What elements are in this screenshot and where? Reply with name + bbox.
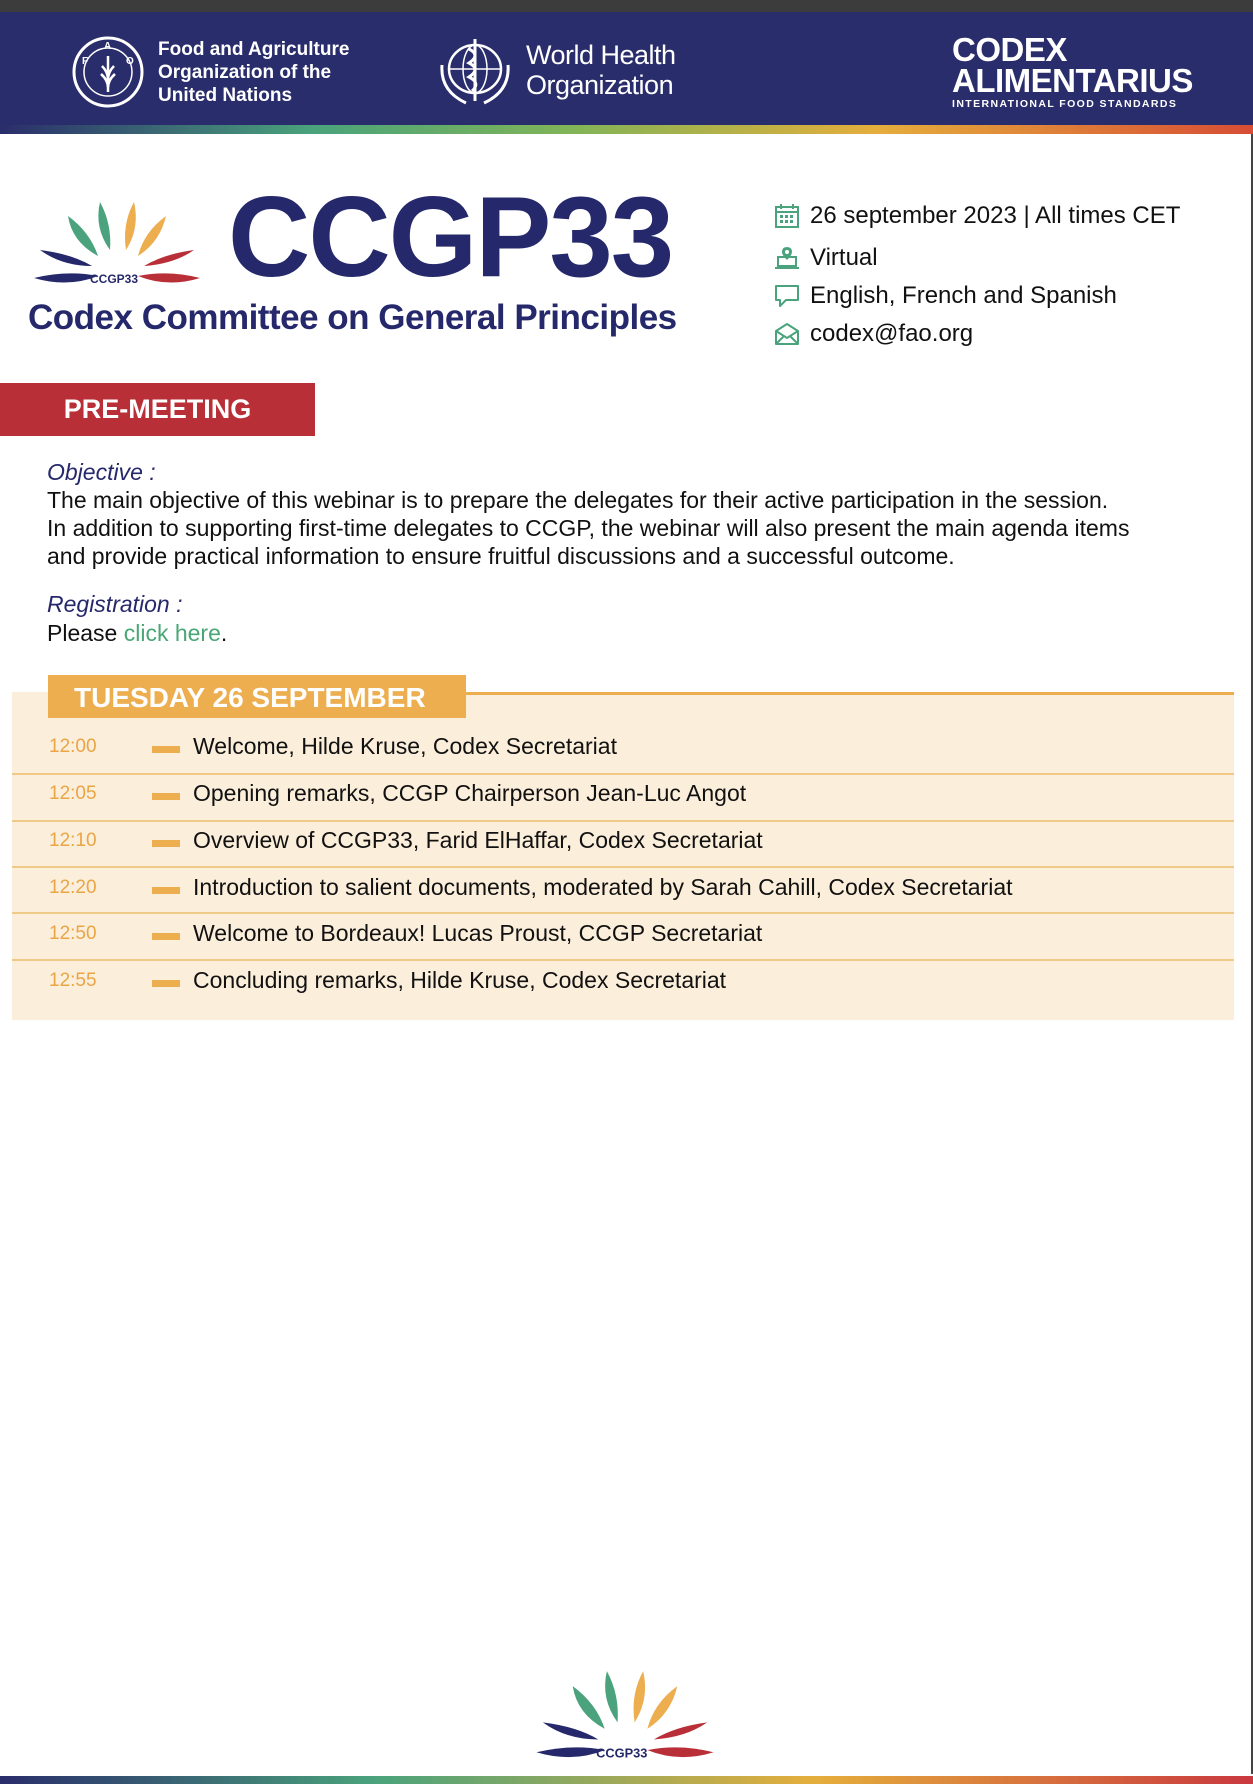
codex-logo-title: [952, 31, 1193, 99]
schedule-time: 12:20: [49, 877, 97, 898]
codex-line-2: ALIMENTARIUS: [952, 62, 1193, 99]
schedule-event: Welcome, Hilde Kruse, Codex Secretariat: [193, 733, 617, 759]
schedule-event: Welcome to Bordeaux! Lucas Proust, CCGP Secretariat: [193, 920, 763, 946]
footer-logo-text: CCGP33: [596, 1745, 648, 1761]
info-email[interactable]: [774, 320, 973, 348]
objective-line-3: and provide practical information to ensure fruitful discussions and a successful outcome.: [47, 543, 955, 569]
footer-fan-logo-icon: [530, 1666, 720, 1766]
bullet-dash-icon: [152, 746, 180, 753]
day-header: TUESDAY 26 SEPTEMBER: [48, 675, 466, 718]
info-languages-text: English, French and Spanish: [810, 282, 1117, 309]
registration-prefix: Please: [47, 620, 124, 646]
bullet-dash-icon: [152, 840, 180, 847]
objective-line-1: The main objective of this webinar is to prepare the delegates for their active participation in the session.: [47, 487, 1109, 513]
speech-bubble-icon: [774, 283, 800, 309]
schedule-time: 12:00: [49, 736, 97, 757]
schedule-event: Introduction to salient documents, moderated by Sarah Cahill, Codex Secretariat: [193, 874, 1013, 900]
schedule-time: 12:10: [49, 830, 97, 851]
registration-label: Registration :: [47, 591, 183, 617]
objective-text: [47, 486, 1207, 570]
bullet-dash-icon: [152, 793, 180, 800]
envelope-icon: [774, 321, 800, 347]
calendar-icon: [774, 203, 800, 229]
info-email-text[interactable]: codex@fao.org: [810, 320, 974, 347]
schedule-row: [12, 867, 1234, 913]
schedule-time: 12:55: [49, 970, 97, 991]
info-location-text: Virtual: [810, 244, 878, 271]
who-line-1: World Health: [526, 40, 676, 70]
registration-suffix: .: [220, 620, 228, 646]
schedule-event: Overview of CCGP33, Farid ElHaffar, Codex Secretariat: [193, 827, 763, 853]
registration-link[interactable]: click here: [123, 620, 221, 646]
codex-logo-subtitle: INTERNATIONAL FOOD STANDARDS: [952, 98, 1178, 110]
schedule-time: 12:05: [49, 783, 97, 804]
fao-line-2: Organization of the: [158, 62, 332, 83]
fao-emblem-letter-a: A: [104, 41, 112, 52]
schedule-row: [12, 773, 1234, 819]
bullet-dash-icon: [152, 933, 180, 940]
top-strip: [0, 0, 1253, 12]
schedule-time: 12:50: [49, 923, 97, 944]
laptop-location-icon: [774, 245, 800, 271]
who-name: [526, 40, 676, 100]
schedule-row: [12, 913, 1234, 959]
section-label-premeeting: PRE-MEETING: [0, 383, 315, 436]
header-rainbow-bar: [0, 125, 1253, 134]
schedule-row: [12, 726, 1234, 772]
footer-rainbow-bar: [0, 1776, 1253, 1784]
ccgp33-fan-logo-icon: [28, 198, 206, 290]
objective-label: Objective :: [47, 459, 156, 485]
bullet-dash-icon: [152, 980, 180, 987]
fan-logo-text: CCGP33: [90, 272, 139, 286]
schedule-event: Opening remarks, CCGP Chairperson Jean-Luc Angot: [193, 780, 747, 806]
fao-emblem-icon: [72, 36, 144, 108]
day-header-line: [466, 692, 1234, 695]
info-languages: [774, 282, 1117, 310]
info-location: [774, 244, 878, 272]
objective-line-2: In addition to supporting first-time delegates to CCGP, the webinar will also present the main agenda items: [47, 515, 1130, 541]
codex-line-1: CODEX: [952, 31, 1067, 68]
fao-line-1: Food and Agriculture: [158, 39, 350, 60]
fao-emblem-letter-o: O: [126, 56, 134, 67]
info-date: [774, 202, 1180, 230]
fao-emblem-letter-f: F: [82, 56, 89, 67]
schedule-row: [12, 820, 1234, 866]
who-line-2: Organization: [526, 70, 674, 100]
fao-line-3: United Nations: [158, 85, 293, 106]
registration-text: [47, 619, 1207, 647]
info-date-text: 26 september 2023 | All times CET: [810, 202, 1181, 229]
schedule-row: [12, 960, 1234, 1006]
bullet-dash-icon: [152, 887, 180, 894]
fao-name: [158, 38, 349, 107]
event-title: CCGP33: [228, 174, 673, 301]
event-subtitle: Codex Committee on General Principles: [28, 298, 677, 337]
schedule-event: Concluding remarks, Hilde Kruse, Codex Secretariat: [193, 967, 727, 993]
who-emblem-icon: [436, 35, 514, 109]
